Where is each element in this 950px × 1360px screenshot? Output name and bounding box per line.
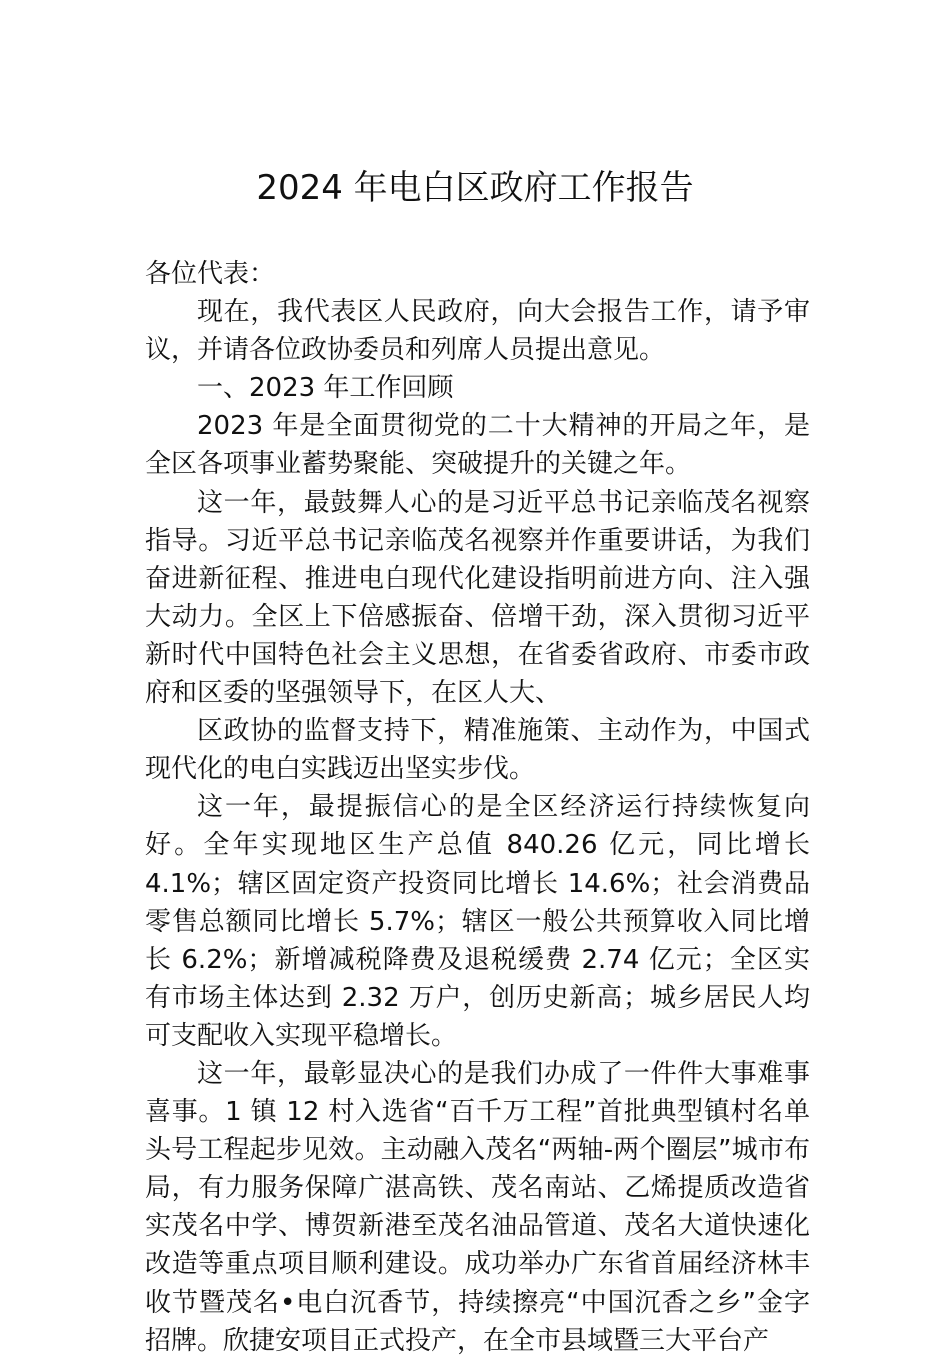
salutation: 各位代表： — [145, 259, 276, 289]
paragraph: 区政协的监督支持下，精准施策、主动作为，中国式现代化的电白实践迈出坚实步伐。 — [145, 716, 810, 785]
document-body — [145, 255, 810, 1360]
paragraph: 现在，我代表区人民政府，向大会报告工作，请予审议，并请各位政协委员和列席人员提出意见。 — [145, 297, 810, 366]
document-title: 2024 年电白区政府工作报告 — [256, 168, 694, 208]
section-heading: 一、2023 年工作回顾 — [197, 373, 454, 404]
paragraph: 2023 年是全面贯彻党的二十大精神的开局之年，是全区各项事业蓄势聚能、突破提升的关键之年。 — [145, 411, 810, 480]
paragraph: 这一年，最鼓舞人心的是习近平总书记亲临茂名视察指导。习近平总书记亲临茂名视察并作重要讲话，为我们奋进新征程、推进电白现代化建设指明前进方向、注入强大动力。全区上下倍感振奋、倍增干劲，深入贯彻习近平新时代中国特色社会主义思想，在省委省政府、市委市政府和区委的坚强领导下，在区人大、 — [145, 487, 810, 709]
paragraph: 这一年，最提振信心的是全区经济运行持续恢复向好。全年实现地区生产总值 840.26 亿元，同比增长 4.1%；辖区固定资产投资同比增长 14.6%；社会消费品零售总额同比增长 5.7%；辖区一般公共预算收入同比增长 6.2%；新增减税降费及退税缓费 2.74 亿元；全区实有市场主体达到 2.32 万户，创历史新高；城乡居民人均可支配收入实现平稳增长。 — [145, 792, 810, 1051]
paragraph: 这一年，最彰显决心的是我们办成了一件件大事难事喜事。1 镇 12 村入选省“百千万工程”首批典型镇村名单头号工程起步见效。主动融入茂名“两轴-两个圈层”城市布局，有力服务保障广湛高铁、茂名南站、乙烯提质改造省实茂名中学、博贺新港至茂名油品管道、茂名大道快速化改造等重点项目顺利建设。成功举办广东省首届经济林丰收节暨茂名•电白沉香节，持续擦亮“中国沉香之乡”金字招牌。欣捷安项目正式投产，在全市县域暨三大平台产 — [145, 1058, 810, 1356]
